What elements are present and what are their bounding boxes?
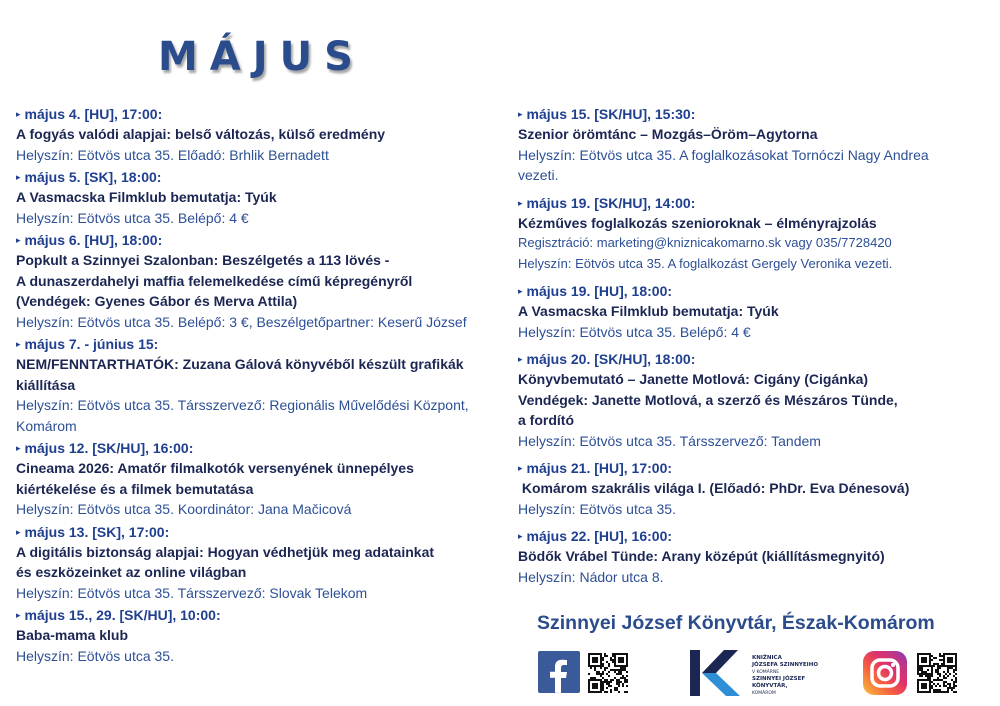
event-title: és eszközeinket az online világban [16, 564, 247, 580]
event-item [518, 193, 988, 275]
event-date: ▸ május 5. [SK], 18:00: [16, 169, 162, 185]
triangle-bullet-icon: ▸ [518, 531, 523, 541]
event-date: ▸ május 7. - június 15: [16, 336, 159, 352]
event-date: ▸ május 4. [HU], 17:00: [16, 106, 163, 122]
triangle-bullet-icon: ▸ [518, 109, 523, 119]
event-date: ▸ május 20. [SK/HU], 18:00: [518, 351, 696, 367]
triangle-bullet-icon: ▸ [16, 235, 21, 245]
event-title: Kézműves foglalkozás szenioroknak – élményrajzolás [518, 214, 877, 231]
event-info: Helyszín: Eötvös utca 35. Koordinátor: Jana Mačicová [16, 501, 352, 517]
event-title: (Vendégek: Gyenes Gábor és Merva Attila) [16, 293, 298, 309]
event-title: Cineama 2026: Amatőr filmalkotók versenyének ünnepélyes [16, 460, 414, 476]
event-item [518, 104, 988, 186]
event-item [518, 281, 988, 342]
triangle-bullet-icon: ▸ [518, 354, 523, 364]
event-item [16, 605, 508, 666]
event-title: A digitális biztonság alapjai: Hogyan védhetjük meg adatainkat [16, 543, 435, 560]
triangle-bullet-icon: ▸ [16, 526, 21, 537]
event-title: Szenior örömtánc – Mozgás–Öröm–Agytorna [518, 126, 818, 142]
event-info: Helyszín: Eötvös utca 35. A foglalkozásokat Tornóczi Nagy Andrea [518, 146, 929, 163]
event-title: Vendégek: Janette Motlová, a szerző és Mészáros Tünde, [518, 391, 898, 408]
triangle-bullet-icon: ▸ [16, 610, 21, 620]
triangle-bullet-icon: ▸ [518, 286, 523, 296]
event-date: ▸ május 21. [HU], 17:00: [518, 460, 673, 476]
events-left-column [16, 104, 508, 668]
event-item [518, 349, 988, 451]
event-item [16, 438, 508, 520]
event-info: Regisztráció: marketing@kniznicakomarno.sk vagy 035/7728420 [518, 235, 892, 250]
event-date: ▸ május 19. [SK/HU], 14:00: [518, 194, 696, 211]
event-info: Komárom [16, 417, 77, 434]
event-item [518, 526, 988, 587]
events-right-column [518, 104, 988, 594]
event-date: ▸ május 12. [SK/HU], 16:00: [16, 440, 194, 456]
event-info: Helyszín: Nádor utca 8. [518, 568, 664, 585]
event-title: Baba-mama klub [16, 627, 129, 643]
event-item [16, 522, 508, 604]
event-info: Helyszín: Eötvös utca 35. [16, 647, 174, 664]
event-info: Helyszín: Eötvös utca 35. Társszervező: Tandem [518, 432, 821, 449]
event-title: A fogyás valódi alapjai: belső változás, külső eredmény [16, 126, 386, 142]
event-info: Helyszín: Eötvös utca 35. Belépő: 4 € [518, 323, 751, 340]
event-info: Helyszín: Eötvös utca 35. A foglalkozást Gergely Veronika vezeti. [518, 255, 893, 271]
triangle-bullet-icon: ▸ [518, 463, 523, 473]
event-info: Helyszín: Eötvös utca 35. Társszervező: Regionális Művelődési Központ, [16, 397, 469, 413]
event-info: Helyszín: Eötvös utca 35. Előadó: Brhlik Bernadett [16, 146, 329, 163]
library-name: Szinnyei József Könyvtár, Észak-Komárom [537, 612, 935, 634]
triangle-bullet-icon: ▸ [16, 443, 21, 453]
event-title: A Vasmacska Filmklub bemutatja: Tyúk [16, 189, 277, 205]
triangle-bullet-icon: ▸ [518, 197, 523, 208]
event-title: kiértékelése és a filmek bemutatása [16, 480, 254, 497]
event-date: ▸ május 13. [SK], 17:00: [16, 523, 170, 540]
event-title: Popkult a Szinnyei Szalonban: Beszélgetés a 113 lövés - [16, 252, 390, 268]
event-item [16, 230, 508, 332]
instagram-icon[interactable] [863, 651, 907, 695]
event-info: Helyszín: Eötvös utca 35. Belépő: 3 €, Beszélgetőpartner: Keserű József [16, 313, 467, 330]
event-title: Könyvbemutató – Janette Motlová: Cigány (Cigánka) [518, 371, 869, 387]
qr-code-facebook[interactable] [588, 653, 628, 693]
event-info: vezeti. [518, 167, 559, 183]
facebook-icon[interactable] [538, 651, 580, 693]
event-title: Komárom szakrális világa I. (Előadó: PhDr. Eva Dénesová) [518, 480, 910, 496]
event-date: ▸ május 15. [SK/HU], 15:30: [518, 106, 696, 122]
triangle-bullet-icon: ▸ [16, 109, 21, 119]
event-item [518, 458, 988, 519]
library-logo-text: KNIŽNICA JÓZSEFA SZINNYEIHO V KOMÁRNE SZINNYEI JÓZSEF KÖNYVTÁR, KOMÁROM [752, 655, 818, 696]
event-item [16, 104, 508, 165]
event-info: Helyszín: Eötvös utca 35. Belépő: 4 € [16, 209, 249, 226]
event-title: Bödők Vrábel Tünde: Arany középút (kiállításmegnyitó) [518, 548, 885, 564]
event-title: A Vasmacska Filmklub bemutatja: Tyúk [518, 303, 779, 319]
event-date: ▸ május 22. [HU], 16:00: [518, 528, 673, 544]
event-title: A dunaszerdahelyi maffia felemelkedése című képregényről [16, 272, 413, 289]
library-logo [690, 650, 742, 696]
event-item [16, 334, 508, 436]
triangle-bullet-icon: ▸ [16, 172, 21, 182]
event-date: ▸ május 6. [HU], 18:00: [16, 232, 163, 248]
event-date: ▸ május 15., 29. [SK/HU], 10:00: [16, 607, 221, 623]
page-title: MÁJUS [158, 34, 365, 80]
event-info: Helyszín: Eötvös utca 35. [518, 500, 676, 517]
triangle-bullet-icon: ▸ [16, 339, 21, 349]
event-item [16, 167, 508, 228]
qr-code-instagram[interactable] [917, 653, 957, 693]
event-title: kiállítása [16, 376, 76, 393]
event-title: NEM/FENNTARTHATÓK: Zuzana Gálová könyvéből készült grafikák [16, 356, 464, 372]
event-date: ▸ május 19. [HU], 18:00: [518, 283, 673, 299]
event-info: Helyszín: Eötvös utca 35. Társszervező: Slovak Telekom [16, 584, 368, 601]
event-title: a fordító [518, 412, 574, 428]
